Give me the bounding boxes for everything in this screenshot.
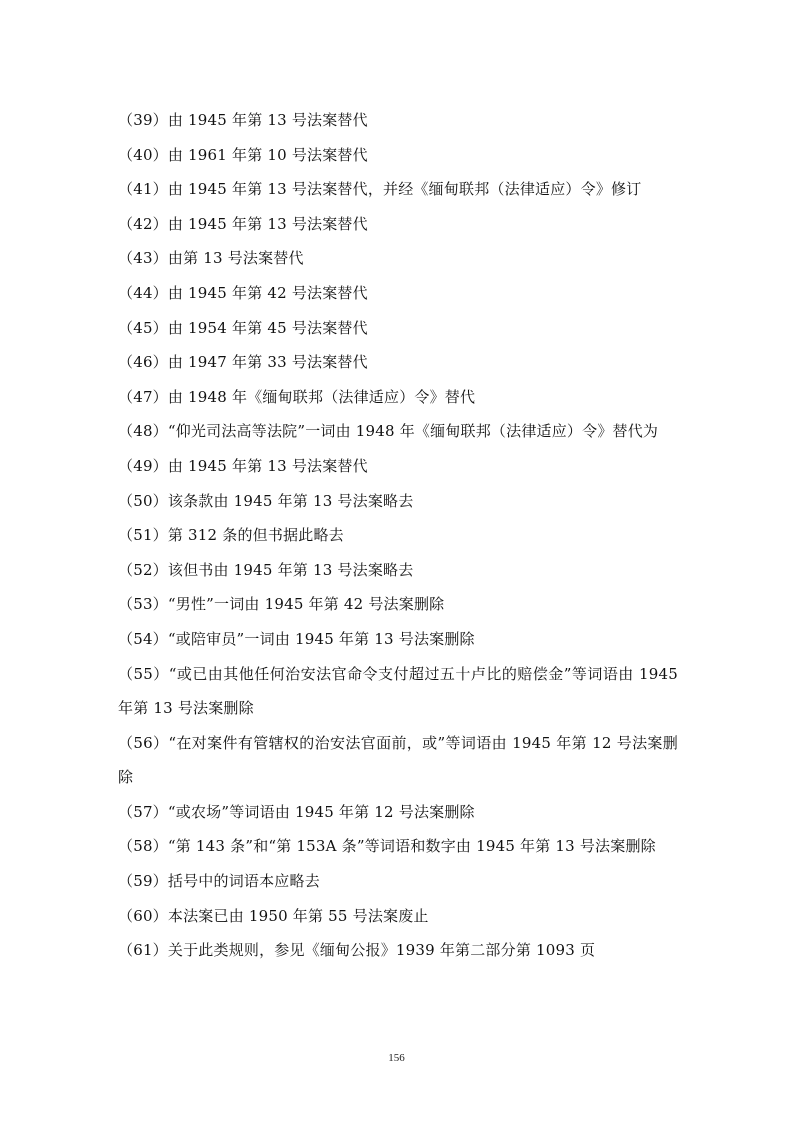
footnote-53: （53）“男性”一词由 1945 年第 42 号法案删除: [118, 595, 445, 614]
footnote-41: （41）由 1945 年第 13 号法案替代，并经《缅甸联邦（法律适应）令》修订: [118, 180, 642, 199]
footnote-57: （57）“或农场”等词语由 1945 年第 12 号法案删除: [118, 802, 475, 821]
footnote-45: （45）由 1954 年第 45 号法案替代: [118, 318, 368, 337]
page-number: 156: [388, 1052, 405, 1064]
footnote-54: （54）“或陪审员”一词由 1945 年第 13 号法案删除: [118, 629, 475, 648]
footnote-52: （52）该但书由 1945 年第 13 号法案略去: [118, 560, 414, 579]
footnote-43: （43）由第 13 号法案替代: [118, 249, 304, 268]
footnote-59: （59）括号中的词语本应略去: [118, 872, 320, 891]
footnote-list: [118, 103, 678, 968]
footnote-61: （61）关于此类规则，参见《缅甸公报》1939 年第二部分第 1093 页: [118, 941, 596, 960]
footnote-60: （60）本法案已由 1950 年第 55 号法案废止: [118, 906, 429, 925]
footnote-39: （39）由 1945 年第 13 号法案替代: [118, 111, 368, 129]
footnote-51: （51）第 312 条的但书据此略去: [118, 526, 344, 545]
footnote-55: （55）“或已由其他任何治安法官命令支付超过五十卢比的赔偿金”等词语由 1945 年第 13 号法案删除: [118, 664, 678, 718]
footnote-49: （49）由 1945 年第 13 号法案替代: [118, 456, 368, 475]
footnote-56: （56）“在对案件有管辖权的治安法官面前，或”等词语由 1945 年第 12 号法案删除: [118, 733, 678, 787]
footnote-42: （42）由 1945 年第 13 号法案替代: [118, 214, 368, 233]
footnote-46: （46）由 1947 年第 33 号法案替代: [118, 353, 368, 372]
footnote-48: （48）“仰光司法高等法院”一词由 1948 年《缅甸联邦（法律适应）令》替代为: [118, 422, 659, 441]
footnote-58: （58）“第 143 条”和“第 153A 条”等词语和数字由 1945 年第 13 号法案删除: [118, 837, 656, 856]
footnote-50: （50）该条款由 1945 年第 13 号法案略去: [118, 491, 414, 510]
footnote-44: （44）由 1945 年第 42 号法案替代: [118, 283, 368, 302]
footnote-40: （40）由 1961 年第 10 号法案替代: [118, 145, 368, 164]
footnote-47: （47）由 1948 年《缅甸联邦（法律适应）令》替代: [118, 387, 476, 406]
